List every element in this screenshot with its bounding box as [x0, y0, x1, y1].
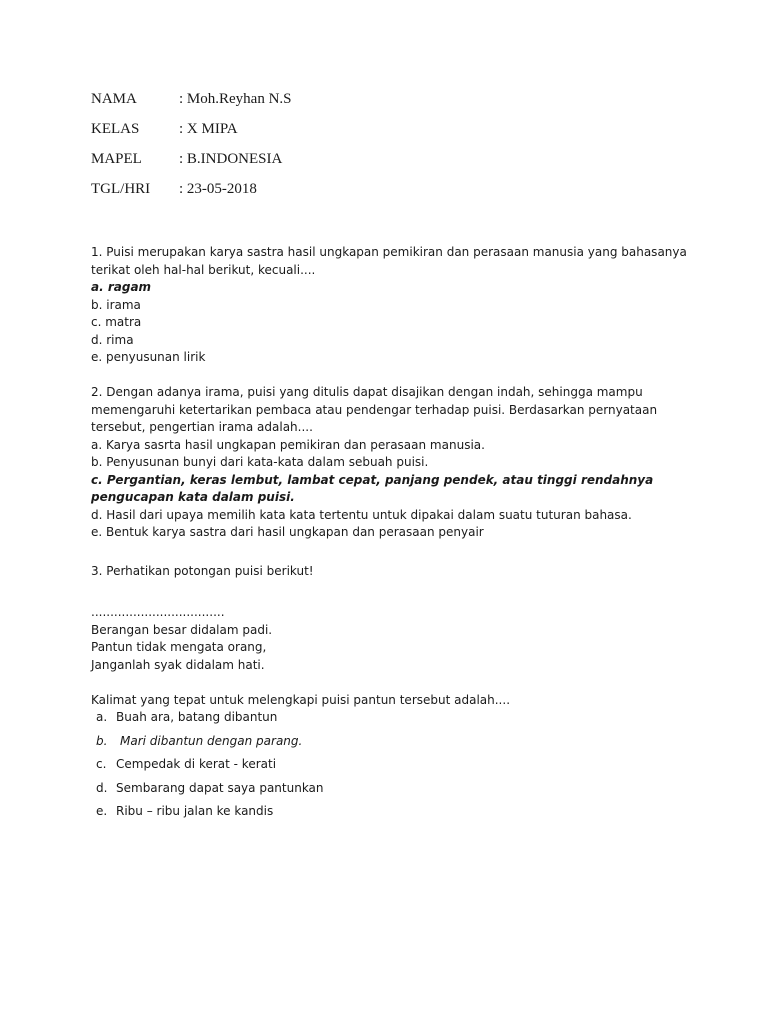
- option-text: Mari dibantun dengan parang.: [120, 733, 303, 748]
- answer-option: e. Bentuk karya sastra dari hasil ungkapan dan perasaan penyair: [91, 525, 484, 539]
- question-text: 3. Perhatikan potongan puisi berikut!: [91, 564, 314, 578]
- question-text: 1. Puisi merupakan karya sastra hasil ungkapan pemikiran dan perasaan manusia yang bahasanya terikat oleh hal-hal berikut, kecuali....: [91, 245, 687, 277]
- option-letter: e.: [96, 804, 108, 819]
- option-letter: c.: [96, 757, 107, 772]
- answer-option: a. ragam: [91, 280, 152, 294]
- option-letter: a.: [96, 710, 108, 724]
- answer-option: d. Hasil dari upaya memilih kata kata tertentu untuk dipakai dalam suatu tuturan bahasa.: [91, 507, 632, 522]
- option-text: Ribu – ribu jalan ke kandis: [116, 804, 274, 819]
- poem-line: ...................................: [91, 605, 225, 619]
- option-letter: b.: [96, 733, 108, 748]
- option-text: Cempedak di kerat - kerati: [116, 757, 277, 772]
- answer-option: b. Penyusunan bunyi dari kata-kata dalam sebuah puisi.: [91, 455, 429, 469]
- info-row-tanggal: [91, 181, 292, 211]
- student-info-header: [91, 91, 292, 211]
- answer-option: b. irama: [91, 297, 141, 312]
- question-2: [91, 384, 676, 542]
- question-3-prompt: [91, 692, 691, 710]
- info-label: KELAS: [91, 121, 140, 137]
- info-value: : B.INDONESIA: [179, 151, 283, 167]
- answer-option: a. Karya sasrta hasil ungkapan pemikiran dan perasaan manusia.: [91, 437, 485, 452]
- list-item: [96, 781, 656, 805]
- info-label: MAPEL: [91, 151, 142, 167]
- answer-option: c. Pergantian, keras lembut, lambat cepat, panjang pendek, atau tinggi rendahnya pengucapan kata dalam puisi.: [91, 472, 654, 504]
- info-value: : Moh.Reyhan N.S: [179, 91, 292, 107]
- poem-line: Janganlah syak didalam hati.: [91, 657, 265, 672]
- info-row-nama: [91, 91, 292, 121]
- question-text: 2. Dengan adanya irama, puisi yang ditulis dapat disajikan dengan indah, sehingga mampu memengaruhi ketertarikan pembaca atau pendengar terhadap puisi. Berdasarkan pernyataan tersebut, pengertian irama adalah....: [91, 385, 658, 434]
- info-row-kelas: [91, 121, 292, 151]
- info-label: NAMA: [91, 91, 137, 107]
- list-item: [96, 710, 656, 734]
- option-text: Buah ara, batang dibantun: [116, 710, 278, 724]
- question-1: [91, 244, 691, 367]
- option-text: Sembarang dapat saya pantunkan: [116, 780, 324, 795]
- list-item: [96, 757, 656, 781]
- info-value: : X MIPA: [179, 121, 238, 137]
- list-item: [96, 734, 656, 758]
- answer-option: d. rima: [91, 332, 134, 347]
- info-row-mapel: [91, 151, 292, 181]
- answer-option: c. matra: [91, 315, 142, 329]
- option-letter: d.: [96, 780, 108, 795]
- info-label: TGL/HRI: [91, 181, 151, 197]
- poem-line: Berangan besar didalam padi.: [91, 622, 273, 637]
- question-prompt: Kalimat yang tepat untuk melengkapi puisi pantun tersebut adalah....: [91, 693, 511, 707]
- question-3: [91, 563, 691, 581]
- poem-excerpt: [91, 604, 691, 674]
- list-item: [96, 804, 656, 828]
- info-value: : 23-05-2018: [179, 181, 257, 197]
- poem-line: Pantun tidak mengata orang,: [91, 640, 267, 654]
- answer-option: e. penyusunan lirik: [91, 350, 206, 364]
- answer-list: [96, 710, 656, 828]
